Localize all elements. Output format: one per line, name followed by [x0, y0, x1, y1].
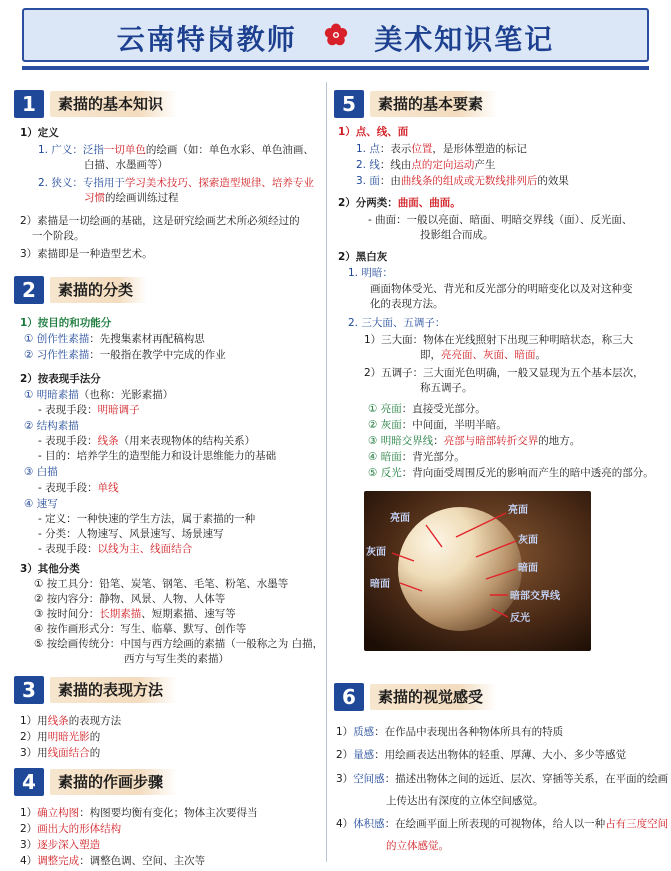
text-line: 2）分两类：曲面、曲面。	[338, 197, 461, 209]
text-line: 称五调子。	[420, 382, 473, 394]
header-underline	[22, 66, 649, 70]
text-line: 1）定义	[20, 127, 59, 139]
section-title: 素描的表现方法	[50, 677, 177, 703]
text-line: 习惯的绘画训练过程	[84, 192, 179, 204]
text-line: 2）五调子：三大面光色明确，一般又显现为五个基本层次，	[364, 367, 644, 379]
text-line: 2）用明暗光影的	[20, 731, 101, 743]
section-title: 素描的作画步骤	[50, 769, 177, 795]
text-line: - 表现手段：单线	[38, 482, 119, 494]
label-terminator: 暗部交界线	[510, 591, 560, 602]
text-line: 1）点、线、面	[338, 126, 409, 138]
text-line: - 表现手段：明暗调子	[38, 404, 140, 416]
text-line: ④ 按作画形式分：写生、临摹、默写、创作等	[34, 623, 247, 635]
text-line: ⑤ 按绘画传统分：中国与西方绘画的素描（一般称之为 白描，	[34, 638, 324, 650]
text-line: 2）素描是一切绘画的基础，这是研究绘画艺术所必须经过的	[20, 215, 300, 227]
text-line: 白描、水墨画等）	[84, 159, 168, 171]
text-line: ② 灰面：中间面，半明半暗。	[368, 419, 507, 431]
label-gray-2: 灰面	[518, 535, 538, 546]
text-line: 2. 狭义：专指用于学习美术技巧、探索造型规律、培养专业	[38, 177, 314, 189]
text-line: 1）三大面：物体在光线照射下出现三种明暗状态，称三大	[364, 334, 634, 346]
text-line: 3）用线面结合的	[20, 747, 101, 759]
text-line: - 表现手段：线条（用来表现物体的结构关系）	[38, 435, 256, 447]
text-line: ② 按内容分：静物、风景、人物、人体等	[34, 593, 226, 605]
text-line: 1）质感：在作品中表现出各种物体所具有的特质	[336, 726, 564, 738]
text-line: 4）调整完成：调整色调、空间、主次等	[20, 855, 206, 867]
text-line: ① 按工具分：铅笔、炭笔、钢笔、毛笔、粉笔、水墨等	[34, 578, 289, 590]
text-line: 即，亮亮面、灰面、暗面。	[420, 349, 546, 361]
text-line: 3）逐步深入塑造	[20, 839, 101, 851]
label-gray-1: 灰面	[366, 547, 386, 558]
text-line: 2）量感：用绘画表达出物体的轻重、厚薄、大小、多少等感觉	[336, 749, 627, 761]
section-title: 素描的基本要素	[370, 91, 497, 117]
section-title: 素描的视觉感受	[370, 684, 497, 710]
text-line: - 定义：一种快速的学生方法，属于素描的一种	[38, 513, 256, 525]
section-number: 3	[14, 676, 44, 704]
label-bright-1: 亮面	[390, 513, 410, 524]
label-dark-2: 暗面	[518, 563, 538, 574]
text-line: ② 习作性素描：一般指在教学中完成的作业	[24, 349, 226, 361]
text-line: 2）黑白灰	[338, 251, 388, 263]
text-line: 1. 点：表示位置，是形体塑造的标记	[356, 143, 527, 155]
section-number: 6	[334, 683, 364, 711]
text-line: 3）其他分类	[20, 563, 80, 575]
label-dark-1: 暗面	[370, 579, 390, 590]
text-line: ③ 白描	[24, 466, 58, 478]
text-line: - 表现手段：以线为主、线面结合	[38, 543, 193, 555]
section-number: 1	[14, 90, 44, 118]
text-line: 画面物体受光、背光和反光部分的明暗变化以及对这种变	[370, 283, 633, 295]
text-line: 3）素描即是一种造型艺术。	[20, 248, 153, 260]
text-line: ④ 暗面：背光部分。	[368, 451, 465, 463]
text-line: 4）体积感：在绘画平面上所表现的可视物体，给人以一种占有三度空间	[336, 818, 669, 830]
label-reflection: 反光	[510, 613, 530, 624]
text-line: - 分类：人物速写、风景速写、场景速写	[38, 528, 224, 540]
text-line: 1. 广义：泛指一切单色的绘画（如：单色水彩、单色油画、	[38, 144, 314, 156]
text-line: 2. 线：线由点的定向运动产生	[356, 159, 496, 171]
text-line: 1）确立构图：构图要均衡有变化；物体主次要得当	[20, 807, 258, 819]
sphere	[398, 507, 522, 631]
page-title	[24, 18, 647, 58]
title-left: 云南特岗教师	[116, 23, 297, 56]
section-number: 5	[334, 90, 364, 118]
flower-icon	[323, 22, 349, 55]
text-line: ③ 明暗交界线：亮部与暗部转折交界的地方。	[368, 435, 581, 447]
section-title: 素描的基本知识	[50, 91, 177, 117]
text-line: 的立体感觉。	[386, 840, 449, 852]
text-line: 2）按表现手法分	[20, 373, 101, 385]
text-line: 上传达出有深度的立体空间感觉。	[386, 795, 544, 807]
text-line: ① 创作性素描：先搜集素材再配稿构思	[24, 333, 205, 345]
text-line: 投影组合而成。	[420, 229, 494, 241]
text-line: - 目的：培养学生的造型能力和设计思维能力的基础	[38, 450, 277, 462]
text-line: 3）空间感：描述出物体之间的远近、层次、穿插等关系，在平面的绘画	[336, 773, 669, 785]
text-line: 1. 明暗：	[348, 267, 393, 279]
text-line: 一个阶段。	[32, 230, 85, 242]
text-line: 2）画出大的形体结构	[20, 823, 122, 835]
text-line: ⑤ 反光：背向面受周围反光的影响而产生的暗中透亮的部分。	[368, 467, 654, 479]
section-number: 4	[14, 768, 44, 796]
text-line: 2. 三大面、五调子：	[348, 317, 446, 329]
label-bright-2: 亮面	[508, 505, 528, 516]
section-number: 2	[14, 276, 44, 304]
title-right: 美术知识笔记	[374, 23, 555, 56]
section-title: 素描的分类	[50, 277, 147, 303]
text-line: 1）按目的和功能分	[20, 317, 112, 329]
text-line: - 曲面：一般以亮面、暗面、明暗交界线（面）、反光面、	[368, 214, 633, 226]
text-line: ② 结构素描	[24, 420, 79, 432]
page-header	[22, 8, 649, 62]
column-divider	[326, 82, 327, 862]
text-line: 化的表现方法。	[370, 298, 444, 310]
sphere-photo	[364, 491, 591, 651]
text-line: ④ 速写	[24, 498, 58, 510]
text-line: 西方与写生类的素描）	[124, 653, 229, 665]
text-line: 3. 面：由曲线条的组成或无数线排列后的效果	[356, 175, 569, 187]
text-line: ③ 按时间分：长期素描、短期素描、速写等	[34, 608, 236, 620]
text-line: 1）用线条的表现方法	[20, 715, 122, 727]
text-line: ① 亮面：直接受光部分。	[368, 403, 486, 415]
text-line: ① 明暗素描（也称：光影素描）	[24, 389, 174, 401]
